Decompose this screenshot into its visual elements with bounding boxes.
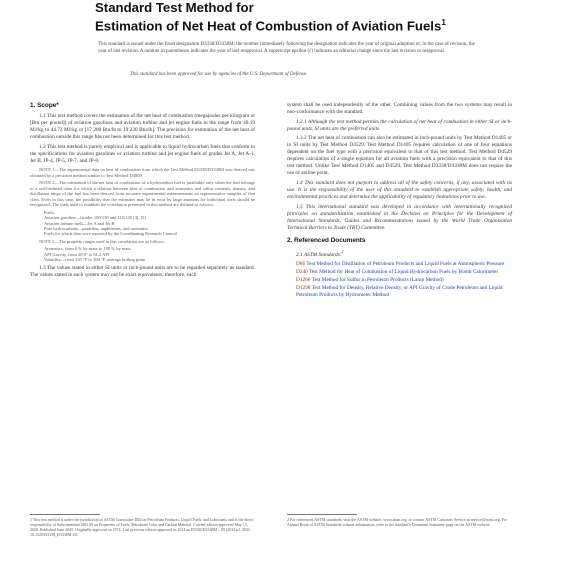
paragraph-1-4: 1.4 This standard does not purport to address all of the safety concerns, if any, associated with its use. It is the responsibility of the user of this standard to establish appropriate safety, health, and environmental practices and determine the applicability of regulatory limitations prior to use. xyxy=(287,179,512,201)
paragraph-1-1: 1.1 This test method covers the estimation of the net heat of combustion (megajoules per kilogram or [Btu per pound]) of aviation gasolines and aviation turbine and jet engine fuels in the range from 40.19 MJ/kg to 44.73 MJ/kg or [17 280 Btu/lb to 19 230 Btu/lb]. The precision for estimation of the net heat of combustion outside this range has not been determined for this test method. xyxy=(30,113,255,141)
reference-list xyxy=(287,261,512,299)
fuel-list xyxy=(44,210,255,237)
footnote-divider xyxy=(287,514,357,515)
footnote-left: 1 This test method is under the jurisdiction of ASTM Committee D02 on Petroleum Products, Liquid Fuels, and Lubricants and is the direct responsibility of Subcommittee D02.05 on Properties of Fuels, Petroleum Coke and Carbon Material. Current edition approved May 15, 2020. Published June 2020. Originally approved in 1974. Last previous edition approved in 2014 as D3338/D3338M – 09 (2014)ε1. DOI: 10.1520/D3338_D3338M-20. xyxy=(30,517,254,537)
defense-approval-notice: This standard has been approved for use by agencies of the U.S. Department of Defense. xyxy=(130,72,308,77)
reference-title-link[interactable]: Test Method for Sulfur in Petroleum Products (Lamp Method) xyxy=(311,277,444,284)
title-footnote-mark: 1 xyxy=(441,18,446,27)
list-item: API Gravity, from 20.0° to 81.2 API xyxy=(44,251,110,257)
paragraph-1-3-continued: system shall be used independently of the other. Combining values from the two systems may result in non-conformance with the standard. xyxy=(287,102,512,116)
title-line-2: Estimation of Net Heat of Combustion of Aviation Fuels$^1$ xyxy=(95,18,446,34)
footnote-right: 2 For referenced ASTM standards, visit the ASTM website, www.astm.org, or contact ASTM Customer Service at service@astm.org. For Annual Book of ASTM Standards volume information, refer to the standard's Document Summary page on the ASTM website. xyxy=(287,517,508,527)
note-1: NOTE 1—The experimental data on heat of combustion from which the Test Method D3338/D3338M was derived was obtained by a precision method similar to Test Method D4809. xyxy=(30,167,255,178)
reference-title-link[interactable]: Test Method for Heat of Combustion of Liquid Hydrocarbon Fuels by Bomb Calorimeter xyxy=(309,269,499,276)
reference-code-link[interactable]: D86 xyxy=(296,261,306,268)
reference-title-link[interactable]: Test Method for Distillation of Petroleum Products and Liquid Fuels at Atmospheric Pressure xyxy=(306,261,505,268)
list-item: Pure hydrocarbons—paraffins, naphthenes, and aromatics xyxy=(44,226,149,232)
note-2: NOTE 2—The estimation of the net heat of combustion of a hydrocarbon fuel is justifiable only when the fuel belongs to a well-defined class for which a relation between heat of combustion and aromatics and sulfur contents, density, and distillation range of the fuel has been derived from accurate experimental measurements on representative samples of that class. Even in this case, the possibility that the estimates may be in error by large amounts for individual fuels should be recognized. The fuels used to establish the correlation presented in this method are defined as follows: xyxy=(30,180,255,208)
list-item: Aromatics, from 0 % by mass to 100 % by mass xyxy=(44,246,131,252)
paragraph-1-2: 1.2 This test method is purely empirical and is applicable to liquid hydrocarbon fuels that conform to the specifications for aviation gasolines or aviation turbine and jet engine fuels of grades Jet A, Jet A-1, Jet B, JP-4, JP-5, JP-7, and JP-8. xyxy=(30,143,255,164)
paragraph-1-5: 1.5 This international standard was developed in accordance with internationally recognized principles on standardization established in the Decision on Principles for the Development of International Standards, Guides and Recommendations issued by the World Trade Organization Technical Barriers to Trade (TBT) Committee. xyxy=(287,203,512,231)
reference-item xyxy=(296,277,512,284)
designation-notice: This standard is issued under the fixed designation D3338/D3338M; the number immediately following the designation indicates the year of original adoption or, in the case of revision, the year of last revision. A number in parentheses indicates the year of last reapproval. A superscript epsilon (ε) indicates an editorial change since the last revision or reapproval. xyxy=(98,42,475,54)
paragraph-1-3: 1.3 The values stated in either SI units or inch-pound units are to be regarded separately as standard. The values stated in each system may not be exact equivalents; therefore, each xyxy=(30,264,255,278)
reference-item xyxy=(296,261,512,268)
astm-standards-subheading: 2.1 ASTM Standards:$^2$ xyxy=(296,248,344,258)
fuel-list-heading: Fuels: xyxy=(44,209,56,215)
list-item: Aviation turbine fuels—Jet A and Jet B xyxy=(44,220,115,226)
reference-title-link[interactable]: Test Method for Density, Relative Density, or API Gravity of Crude Petroleum and Liquid Petroleum Products by Hydrometer Method xyxy=(296,285,503,299)
left-column xyxy=(30,102,255,281)
document-title xyxy=(95,0,495,33)
list-item: Fuels for which data were reported by the Coordinating Research Council xyxy=(44,231,177,237)
reference-code-link[interactable]: D1298 xyxy=(296,285,311,292)
right-column xyxy=(287,102,512,300)
reference-code-link[interactable]: D240 xyxy=(296,269,308,276)
section-heading-scope: 1. Scope* xyxy=(30,102,59,109)
reference-item xyxy=(296,285,512,299)
footnote-divider xyxy=(30,514,100,515)
paragraph-1-3-1: 1.3.1 Although the test method permits the calculation of net heat of combustion in either SI or inch-pound units, SI units are the preferred units. xyxy=(287,118,512,132)
list-item: Aviation gasoline—Grades 100/130 and 115/145 [4], [5] xyxy=(44,215,146,221)
range-list xyxy=(44,246,255,262)
paragraph-1-3-2: 1.3.2 The net heat of combustion can also be estimated in inch-pound units by Test Method D1405 or in SI units by Test Method D4529. Test Method D1405 requires calculation of one of four equations dependent on the fuel type with a precision equivalent to that of this test method. Test Method D4529 requires calculation of a single equation for all aviation fuels with a precision equivalent to that of this test method. Unlike Test Method D1405 and D4529, Test Method D3338/D3338M does not require the use of aniline point. xyxy=(287,135,512,177)
title-line-1: Standard Test Method for xyxy=(95,0,254,15)
note-3: NOTE 3—The property ranges used in this correlation are as follows: xyxy=(39,238,165,244)
section-heading-references: 2. Referenced Documents xyxy=(287,236,366,244)
reference-code-link[interactable]: D1266 xyxy=(296,277,311,284)
reference-item xyxy=(296,269,512,276)
list-item: Volatility—from 150 °F to 500 °F, average boiling point xyxy=(44,257,146,263)
